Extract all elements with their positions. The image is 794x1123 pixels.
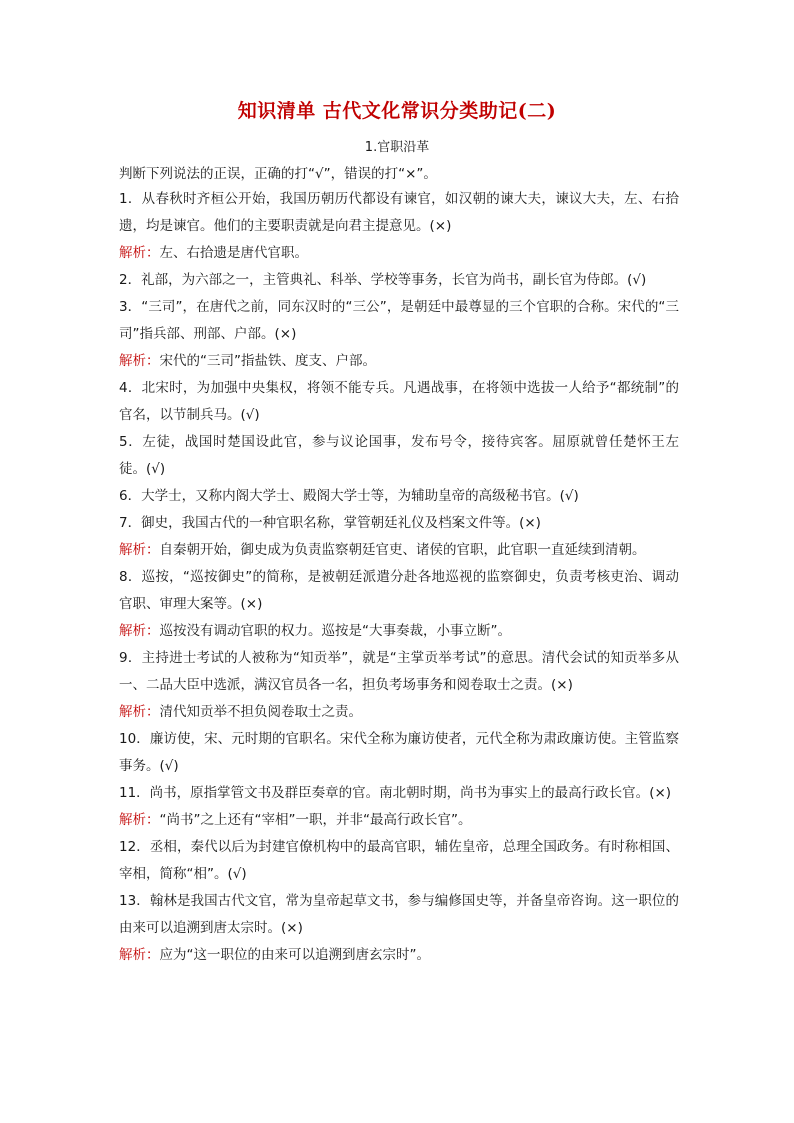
analysis-line (119, 942, 679, 969)
answer-mark: (×) (519, 515, 541, 531)
question-text: 6．大学士，又称内阁大学士、殿阁大学士等，为辅助皇帝的高级秘书官。 (119, 488, 560, 504)
instruction-text: 判断下列说法的正误，正确的打“√”，错误的打“×”。 (119, 166, 437, 182)
question-item (119, 834, 679, 888)
question-item (119, 510, 679, 537)
analysis-label: 解析： (119, 947, 160, 963)
question-text: 8．巡按，“巡按御史”的简称，是被朝廷派遣分赴各地巡视的监察御史，负责考核吏治、调动官职、审理大案等。 (119, 569, 679, 612)
analysis-label: 解析： (119, 245, 160, 261)
question-item (119, 726, 679, 780)
question-text: 2．礼部，为六部之一，主管典礼、科举、学校等事务，长官为尚书，副长官为侍郎。 (119, 272, 628, 288)
question-text: 1．从春秋时齐桓公开始，我国历朝历代都设有谏官，如汉朝的谏大夫，谏议大夫，左、右拾遗，均是谏官。他们的主要职责就是向君主提意见。 (119, 191, 679, 234)
question-item (119, 429, 679, 483)
answer-mark: (×) (281, 920, 303, 936)
answer-mark: (×) (649, 785, 672, 801)
question-item (119, 267, 679, 294)
question-item (119, 375, 679, 429)
analysis-line (119, 807, 679, 834)
analysis-text: 清代知贡举不担负阅卷取士之责。 (159, 704, 362, 720)
question-text: 4．北宋时，为加强中央集权，将领不能专兵。凡遇战事，在将领中选拔一人给予“都统制”的官名，以节制兵马。 (119, 380, 679, 423)
analysis-label: 解析： (119, 623, 160, 639)
section-heading: 1.官职沿革 (364, 140, 430, 155)
analysis-line (119, 537, 679, 564)
answer-mark: (×) (551, 677, 573, 693)
question-text: 7．御史，我国古代的一种官职名称，掌管朝廷礼仪及档案文件等。 (119, 515, 520, 531)
question-text: 11．尚书，原指掌管文书及群臣奏章的官。南北朝时期，尚书为事实上的最高行政长官。 (119, 785, 650, 801)
answer-mark: (√) (627, 272, 647, 288)
analysis-line (119, 348, 679, 375)
answer-mark: (×) (240, 596, 263, 612)
answer-mark: (√) (240, 407, 260, 423)
analysis-text: 左、右拾遗是唐代官职。 (159, 245, 308, 261)
question-text: 10．廉访使，宋、元时期的官职名。宋代全称为廉访使者，元代全称为肃政廉访使。主管监察事务。 (119, 731, 679, 774)
analysis-label: 解析： (119, 542, 160, 558)
answer-mark: (×) (429, 218, 452, 234)
analysis-text: 巡按没有调动官职的权力。巡按是“大事奏裁，小事立断”。 (159, 623, 511, 639)
question-text: 9．主持进士考试的人被称为“知贡举”，就是“主掌贡举考试”的意思。清代会试的知贡举多从一、二品大臣中选派，满汉官员各一名，担负考场事务和阅卷取士之责。 (119, 650, 679, 693)
question-text: 12．丞相，秦代以后为封建官僚机构中的最高官职，辅佐皇帝，总理全国政务。有时称相国、宰相，简称“相”。 (119, 839, 679, 882)
question-list (119, 186, 679, 969)
analysis-line (119, 699, 679, 726)
analysis-line (119, 618, 679, 645)
question-item (119, 294, 679, 348)
question-item (119, 186, 679, 240)
analysis-label: 解析： (119, 353, 160, 369)
question-item (119, 888, 679, 942)
analysis-text: 应为“这一职位的由来可以追溯到唐玄宗时”。 (159, 947, 430, 963)
page-title: 知识清单 古代文化常识分类助记(二) (237, 100, 557, 122)
analysis-label: 解析： (119, 812, 160, 828)
analysis-text: “尚书”之上还有“宰相”一职，并非“最高行政长官”。 (159, 812, 472, 828)
analysis-line (119, 240, 679, 267)
question-text: 3．“三司”，在唐代之前，同东汉时的“三公”，是朝廷中最尊显的三个官职的合称。宋代的“三司”指兵部、刑部、户部。 (119, 299, 679, 342)
question-item (119, 780, 679, 807)
analysis-text: 宋代的“三司”指盐铁、度支、户部。 (159, 353, 376, 369)
answer-mark: (×) (274, 326, 297, 342)
question-text: 13．翰林是我国古代文官，常为皇帝起草文书，参与编修国史等，并备皇帝咨询。这一职位的由来可以追溯到唐太宗时。 (119, 893, 679, 936)
answer-mark: (√) (559, 488, 579, 504)
answer-mark: (√) (227, 866, 247, 882)
answer-mark: (√) (146, 461, 166, 477)
analysis-text: 自秦朝开始，御史成为负责监察朝廷官吏、诸侯的官职，此官职一直延续到清朝。 (159, 542, 646, 558)
question-item (119, 564, 679, 618)
question-item (119, 645, 679, 699)
question-item (119, 483, 679, 510)
question-text: 5．左徒，战国时楚国设此官，参与议论国事，发布号令，接待宾客。屈原就曾任楚怀王左徒。 (119, 434, 679, 477)
answer-mark: (√) (159, 758, 179, 774)
analysis-label: 解析： (119, 704, 160, 720)
